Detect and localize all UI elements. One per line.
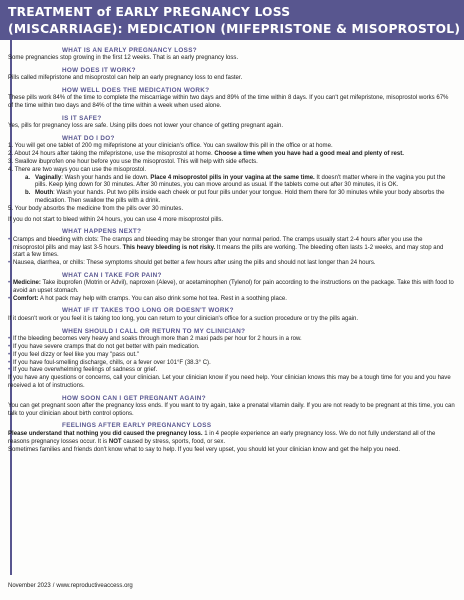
- section-text: If you have any questions or concerns, call your clinician. Let your clinician know if you need help. Your clinician knows this may be a tough time for you and you have received a lot of instructions.: [8, 375, 451, 390]
- step-2-text: 2. About 24 hours after taking the mifepristone, use the misoprostol at home.: [8, 151, 215, 157]
- footer-date: November 2023: [8, 583, 51, 589]
- step-2: [8, 151, 455, 159]
- section-text: Pills called mifepristone and misoprostol can help an early pregnancy loss to end faster.: [8, 75, 243, 82]
- bullet-text: Cramps and bleeding with clots: The cramps and bleeding may be stronger than your normal period. The cramps usually start 2-4 hours after you use the misoprostol pills and may last 3-5 hours.: [13, 236, 423, 251]
- substep-b: [8, 190, 455, 206]
- footer-url[interactable]: www.reproductiveaccess.org: [56, 583, 133, 589]
- step-followup: If you do not start to bleed within 24 hours, you can use 4 more misoprostol pills.: [8, 216, 224, 223]
- substep-b-title: Mouth: [35, 190, 54, 197]
- section-heading: WHAT IS AN EARLY PREGNANCY LOSS?: [62, 46, 197, 54]
- footer-separator: /: [52, 583, 55, 589]
- bullet-text-2: It means the pills are working. The bleeding often lasts 1-2 weeks, and may stop and start a few times.: [13, 244, 444, 259]
- footer: [8, 583, 133, 589]
- bullet-item: [8, 237, 455, 261]
- step-5: 5. Your body absorbs the medicine from the pills over 30 minutes.: [8, 205, 184, 212]
- text-span: caused by stress, sports, food, or sex.: [121, 438, 226, 445]
- bullet-title: Medicine:: [13, 280, 41, 287]
- section-heading: HOW DOES IT WORK?: [62, 66, 136, 74]
- substep-a: [8, 175, 455, 191]
- section-text: Some pregnancies stop growing in the first 12 weeks. That is an early pregnancy loss.: [8, 55, 239, 62]
- text-span: 1 in 4 people experience an early pregnancy loss. We do not fully understand all of the reasons pregnancy losses occur. It is: [8, 431, 436, 445]
- section-heading: HOW WELL DOES THE MEDICATION WORK?: [62, 86, 210, 94]
- title-banner: [0, 0, 464, 40]
- section-text: These pills work 84% of the time to complete the miscarriage within two days and 89% of the time within 8 days. If you can't get mifepristone, misoprostol works 67% of the time within two days and 84% of the time within a week when used alone.: [8, 95, 449, 110]
- substep-a-emphasis: Place 4 misoprostol pills in your vagina at the same time.: [150, 174, 315, 181]
- section-heading: WHAT DO I DO?: [62, 134, 115, 142]
- section-text: [8, 431, 455, 447]
- bullet-item: • If you have severe cramps that do not get better with pain medication.: [8, 344, 455, 352]
- section-heading: WHAT CAN I TAKE FOR PAIN?: [62, 271, 162, 279]
- substep-b-label: b.: [25, 190, 31, 197]
- bullet-item: • Nausea, diarrhea, or chills: These symptoms should get better a few hours after using the pills and should not last longer than 24 hours.: [8, 260, 455, 268]
- bullet-item: • If the bleeding becomes very heavy and soaks through more than 2 maxi pads per hour for 2 hours in a row.: [8, 336, 455, 344]
- text-emphasis: NOT: [108, 438, 122, 445]
- section-heading: WHAT IF IT TAKES TOO LONG OR DOESN'T WORK?: [62, 307, 234, 315]
- section-text: If it doesn't work or you feel it is taking too long, you can return to your clinician's office for a suction procedure or try the pills again.: [8, 316, 359, 323]
- bullet-item: • If you have overwhelming feelings of sadness or grief.: [8, 367, 455, 375]
- bullet-title: Comfort:: [13, 296, 39, 303]
- step-1: 1. You will get one tablet of 200 mg mifepristone at your clinician's office. You can swallow this pill in the office or at home.: [8, 143, 333, 150]
- substep-b-text: : Wash your hands. Put two pills inside each cheek or put four pills under your tongue. Hold them there for 30 minutes while your body absorbs the medication. Then swallow the pills with a drink.: [35, 190, 445, 205]
- bullet-item: [8, 280, 455, 296]
- text-emphasis: Please understand that nothing you did caused the pregnancy loss.: [8, 431, 203, 438]
- section-heading: WHAT HAPPENS NEXT?: [62, 228, 142, 236]
- step-3: 3. Swallow ibuprofen one hour before you use the misoprostol. This will help with side effects.: [8, 158, 258, 165]
- bullet-item: • If you feel dizzy or feel like you may "pass out.": [8, 352, 455, 360]
- title-line-2: (MISCARRIAGE): MEDICATION (MIFEPRISTONE & MISOPROSTOL): [8, 22, 461, 36]
- substep-a-label: a.: [25, 174, 31, 181]
- section-heading: IS IT SAFE?: [62, 114, 102, 122]
- section-heading: FEELINGS AFTER EARLY PREGNANCY LOSS: [62, 422, 212, 430]
- section-heading: HOW SOON CAN I GET PREGNANT AGAIN?: [62, 394, 206, 402]
- section-heading: WHEN SHOULD I CALL OR RETURN TO MY CLINICIAN?: [62, 327, 246, 335]
- substep-a-title: Vaginally: [35, 174, 62, 181]
- bullet-text: Take ibuprofen (Motrin or Advil), naproxen (Aleve), or acetaminophen (Tylenol) for pain according to the instructions on the package. Take this with food to avoid an upset stomach.: [13, 280, 454, 295]
- content: [8, 43, 455, 455]
- substep-a-text-2: It doesn't matter where in the vagina you put the pills. Keep lying down for 30 minutes. After 30 minutes, you can move around as usual. If the tablets come out after 30 minutes, it is OK.: [35, 174, 446, 189]
- section-text: Sometimes families and friends don't know what to say to help. If you feel very upset, you should let your clinician know and get the help you need.: [8, 446, 401, 453]
- section-text: Yes, pills for pregnancy loss are safe. Using pills does not lower your chance of getting pregnant again.: [8, 123, 284, 130]
- bullet-item: • If you have foul-smelling discharge, chills, or a fever over 101°F (38.3° C).: [8, 360, 455, 368]
- title-line-1: TREATMENT of EARLY PREGNANCY LOSS: [8, 5, 291, 19]
- bullet-text: A hot pack may help with cramps. You can also drink some hot tea. Rest in a soothing place.: [38, 296, 287, 303]
- section-text: You can get pregnant soon after the pregnancy loss ends. If you want to try again, take a prenatal vitamin daily. If you are not ready to be pregnant at this time, you can talk to your clinician about birth control options.: [8, 403, 455, 418]
- substep-a-text: : Wash your hands and lie down.: [61, 174, 151, 181]
- bullet-item: [8, 296, 455, 304]
- bullet-emphasis: This heavy bleeding is not risky.: [122, 244, 216, 251]
- step-4: 4. There are two ways you can use the misoprostol.: [8, 166, 147, 173]
- step-2-emphasis: Choose a time when you have had a good meal and plenty of rest.: [214, 151, 404, 157]
